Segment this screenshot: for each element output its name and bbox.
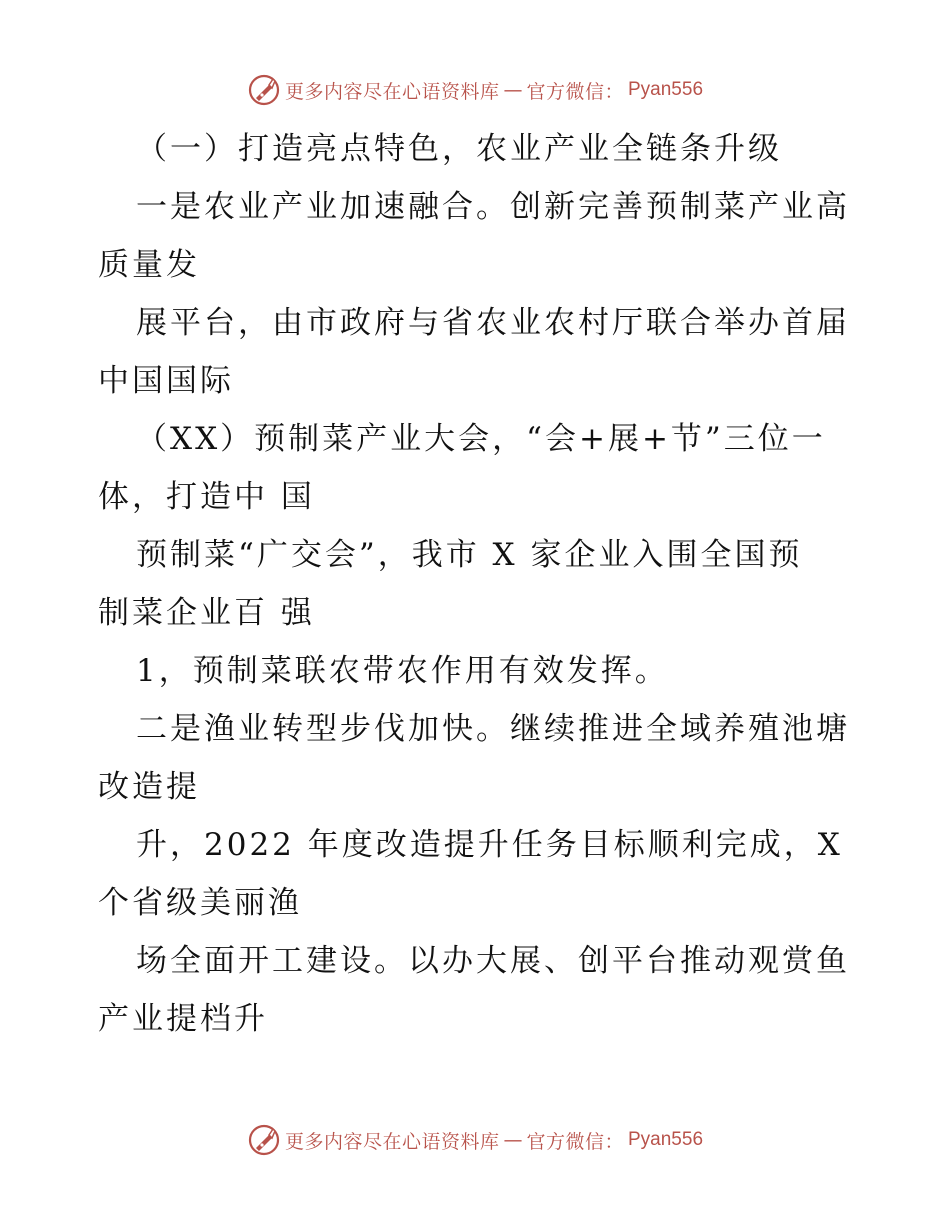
watermark-text: 更多内容尽在心语资料库 bbox=[284, 80, 500, 103]
watermark-separator: — bbox=[503, 79, 523, 101]
doc-line: 个省级美丽渔 bbox=[98, 885, 302, 921]
watermark-wechat-id: Pyan556 bbox=[628, 79, 704, 100]
doc-line: 制菜企业百 强 bbox=[98, 595, 315, 631]
pen-nib-logo-icon bbox=[247, 73, 281, 107]
doc-line: 预制菜“广交会”，我市 X 家企业入围全国预 bbox=[136, 537, 803, 573]
doc-line: 1，预制菜联农带农作用有效发挥。 bbox=[136, 653, 669, 689]
doc-line: 场全面开工建设。以办大展、创平台推动观赏鱼 bbox=[136, 943, 850, 979]
doc-line: （一）打造亮点特色，农业产业全链条升级 bbox=[136, 131, 782, 167]
doc-line: 二是渔业转型步伐加快。继续推进全域养殖池塘 bbox=[136, 711, 850, 747]
watermark-text: 更多内容尽在心语资料库 bbox=[284, 1130, 500, 1153]
header-watermark bbox=[0, 70, 950, 110]
footer-watermark bbox=[0, 1120, 950, 1160]
doc-line: 一是农业产业加速融合。创新完善预制菜产业高 bbox=[136, 189, 850, 225]
doc-line: 展平台，由市政府与省农业农村厅联合举办首届 bbox=[136, 305, 850, 341]
doc-line: （XX）预制菜产业大会，“会+展+节”三位一 bbox=[136, 421, 826, 457]
doc-line: 中国国际 bbox=[98, 363, 234, 399]
watermark-wechat-label: 官方微信： bbox=[526, 80, 624, 103]
doc-line: 升，2022 年度改造提升任务目标顺利完成，X bbox=[136, 827, 843, 863]
doc-line: 产业提档升 bbox=[98, 1001, 268, 1037]
document-body bbox=[98, 120, 858, 1048]
pen-nib-logo-icon bbox=[247, 1123, 281, 1157]
doc-line: 质量发 bbox=[98, 247, 200, 283]
doc-line: 体，打造中 国 bbox=[98, 479, 315, 515]
watermark-wechat-id: Pyan556 bbox=[628, 1129, 704, 1150]
doc-line: 改造提 bbox=[98, 769, 200, 805]
watermark-separator: — bbox=[503, 1129, 523, 1151]
watermark-wechat-label: 官方微信： bbox=[526, 1130, 624, 1153]
